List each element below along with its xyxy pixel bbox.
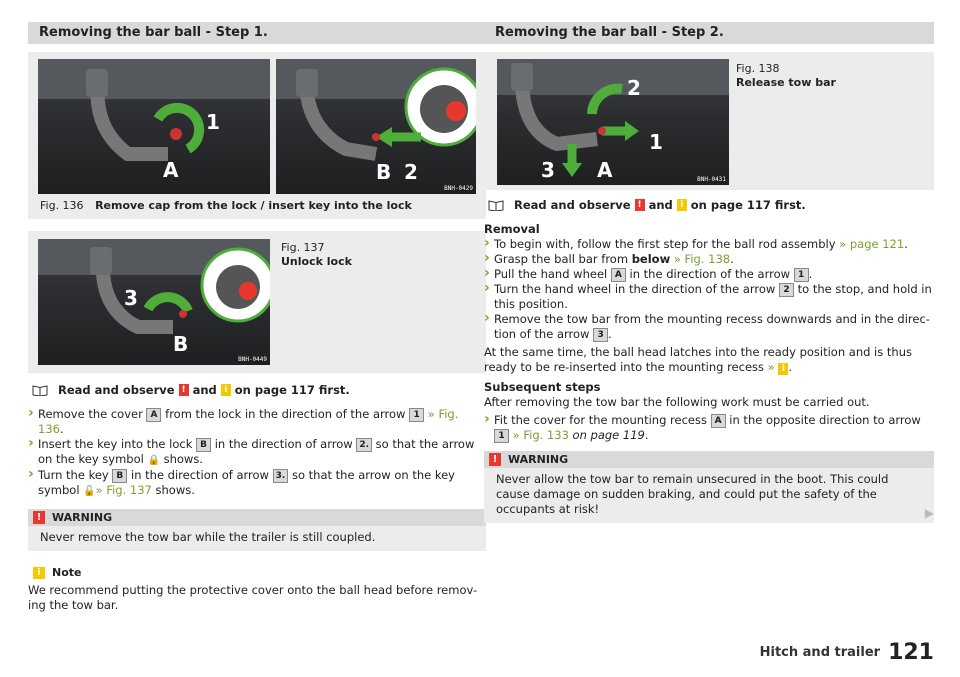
key-label: 1 — [409, 408, 424, 422]
warning-icon: ! — [33, 511, 45, 524]
continue-arrow-icon: ▶ — [924, 506, 934, 520]
fig138-photo — [497, 59, 729, 185]
fig136-label-A: A — [163, 158, 179, 182]
fig136-number: Fig. 136 — [40, 199, 84, 212]
book-icon — [488, 200, 504, 211]
fig-ref-link[interactable]: » Fig. 138 — [673, 252, 731, 266]
ready-paragraph: At the same time, the ball head latches into the ready position and is thus ready to be re-inserted into the mounting recess » i . — [484, 345, 912, 374]
warning-box-right — [484, 451, 934, 523]
fig136-caption — [28, 193, 486, 219]
page-footer — [760, 640, 934, 665]
note-badge-icon: i — [221, 384, 231, 396]
right-column — [484, 22, 934, 523]
list-item: › Insert the key into the lock B in the direction of arrow 2. so that the arrow on the key symbol 🔒 shows. — [28, 437, 486, 468]
removal-heading: Removal — [484, 222, 540, 236]
fig137-number: Fig. 137 — [281, 241, 325, 254]
rotate-arrow-icon — [592, 89, 622, 114]
fig136-left-illustration — [38, 59, 270, 194]
note-body: We recommend putting the protective cover onto the ball head before remov-ing the tow bar. — [28, 583, 478, 612]
page-ref-link[interactable]: » page 121 — [839, 237, 905, 251]
warning-box-left — [28, 509, 486, 551]
read-and-observe-right — [484, 198, 934, 212]
fig138-title: Release tow bar — [736, 76, 836, 89]
list-item: › Pull the hand wheel A in the direction of the arrow 1 . — [484, 267, 934, 282]
figure-138 — [484, 52, 934, 190]
key-label: B — [112, 469, 127, 483]
fig137-caption — [281, 241, 352, 269]
fig137-label-B: B — [173, 332, 189, 356]
lock-icon: 🔒 — [147, 455, 160, 466]
fig138-caption — [736, 62, 836, 90]
list-item: › Turn the key B in the direction of arrow 3. so that the arrow on the key symbol 🔓» Fig. 137 shows. — [28, 468, 486, 499]
figure-137 — [28, 231, 486, 373]
key-label: 3. — [273, 469, 289, 483]
read-text: Read and observe — [58, 383, 175, 397]
read-and: and — [648, 198, 673, 212]
key-label: 1 — [794, 268, 809, 282]
key-label: A — [146, 408, 161, 422]
fig136-label-2: 2 — [404, 160, 418, 184]
fig137-label-3: 3 — [124, 286, 138, 310]
read-and: and — [192, 383, 217, 397]
fig137-photo — [38, 239, 270, 365]
subsequent-heading: Subsequent steps — [484, 380, 601, 394]
fig138-number: Fig. 138 — [736, 62, 780, 75]
fig136-right-illustration — [276, 59, 476, 194]
list-item: › Grasp the ball bar from below » Fig. 138. — [484, 252, 934, 267]
list-item: › Remove the cover A from the lock in the direction of the arrow 1 » Fig. 136. — [28, 407, 486, 437]
key-label: A — [711, 414, 726, 428]
warning-icon: ! — [489, 453, 501, 466]
fig138-label-A: A — [597, 158, 613, 182]
warning-badge-icon: ! — [635, 199, 645, 211]
read-and-observe-left — [28, 383, 486, 397]
list-item: › To begin with, follow the first step for the ball rod assembly » page 121. — [484, 237, 934, 252]
fig136-label-B: B — [376, 160, 392, 184]
section-heading-step2: Removing the bar ball - Step 2. — [484, 22, 934, 44]
rotate-arrow-icon — [148, 297, 188, 311]
fig136-photo-right — [276, 59, 476, 194]
fig136-photo-left — [38, 59, 270, 194]
key-label: 2. — [356, 438, 372, 452]
left-column — [28, 22, 486, 613]
figure-136 — [28, 52, 486, 219]
unlock-icon: 🔓 — [83, 486, 96, 497]
read-post: on page 117 first. — [234, 383, 350, 397]
fig-ref-link[interactable]: » Fig. 136 — [38, 407, 459, 436]
fig137-illustration — [38, 239, 270, 365]
book-icon — [32, 385, 48, 396]
subsequent-body: After removing the tow bar the following work must be carried out. — [484, 395, 870, 409]
key-label: 1 — [494, 429, 509, 443]
list-item: › Remove the tow bar from the mounting recess downwards and in the direc-tion of the arrow 3 . — [484, 312, 934, 342]
right-body — [484, 222, 934, 443]
fig138-code: BNH-0431 — [697, 176, 726, 183]
key-label: 3 — [593, 328, 608, 342]
warning-heading: ! WARNING — [28, 509, 486, 526]
footer-chapter: Hitch and trailer — [759, 645, 881, 660]
fig138-illustration — [497, 59, 729, 185]
key-label: B — [196, 438, 211, 452]
rotate-arrow-icon — [158, 108, 199, 149]
section-heading-step1: Removing the bar ball - Step 1. — [28, 22, 486, 44]
warning-body: Never allow the tow bar to remain unsecured in the boot. This could cause damage on sudden braking, and could put the safety of the occupants at risk! — [484, 468, 934, 523]
note-badge-icon: i — [677, 199, 687, 211]
fig136-code: BNH-0429 — [444, 185, 473, 192]
list-item: › Fit the cover for the mounting recess A in the opposite direction to arrow 1 » Fig. 133 on page 119. — [484, 413, 934, 443]
warning-body: Never remove the tow bar while the trailer is still coupled. — [28, 526, 486, 551]
fig137-code: BNH-0449 — [238, 356, 267, 363]
list-item: › Turn the hand wheel in the direction of the arrow 2 to the stop, and hold in this position. — [484, 282, 934, 312]
key-label: A — [611, 268, 626, 282]
note-badge-icon: i — [778, 363, 788, 375]
read-text: Read and observe — [514, 198, 631, 212]
key-label: 2 — [779, 283, 794, 297]
fig138-label-3: 3 — [541, 158, 555, 182]
fig138-label-1: 1 — [649, 130, 663, 154]
note-box — [28, 565, 486, 613]
note-heading: i Note — [28, 565, 486, 581]
read-post: on page 117 first. — [690, 198, 806, 212]
note-icon: i — [33, 567, 45, 579]
fig136-label-1: 1 — [206, 110, 220, 134]
fig136-title: Remove cap from the lock / insert key into the lock — [95, 199, 412, 212]
fig-ref-link[interactable]: » Fig. 133 — [509, 428, 569, 442]
fig137-title: Unlock lock — [281, 255, 352, 268]
warning-heading: ! WARNING — [484, 451, 934, 468]
fig138-label-2: 2 — [627, 76, 641, 100]
fig-ref-link[interactable]: » Fig. 137 — [95, 483, 152, 497]
left-steps — [28, 407, 486, 499]
warning-badge-icon: ! — [179, 384, 189, 396]
page-number: 121 — [888, 640, 934, 665]
